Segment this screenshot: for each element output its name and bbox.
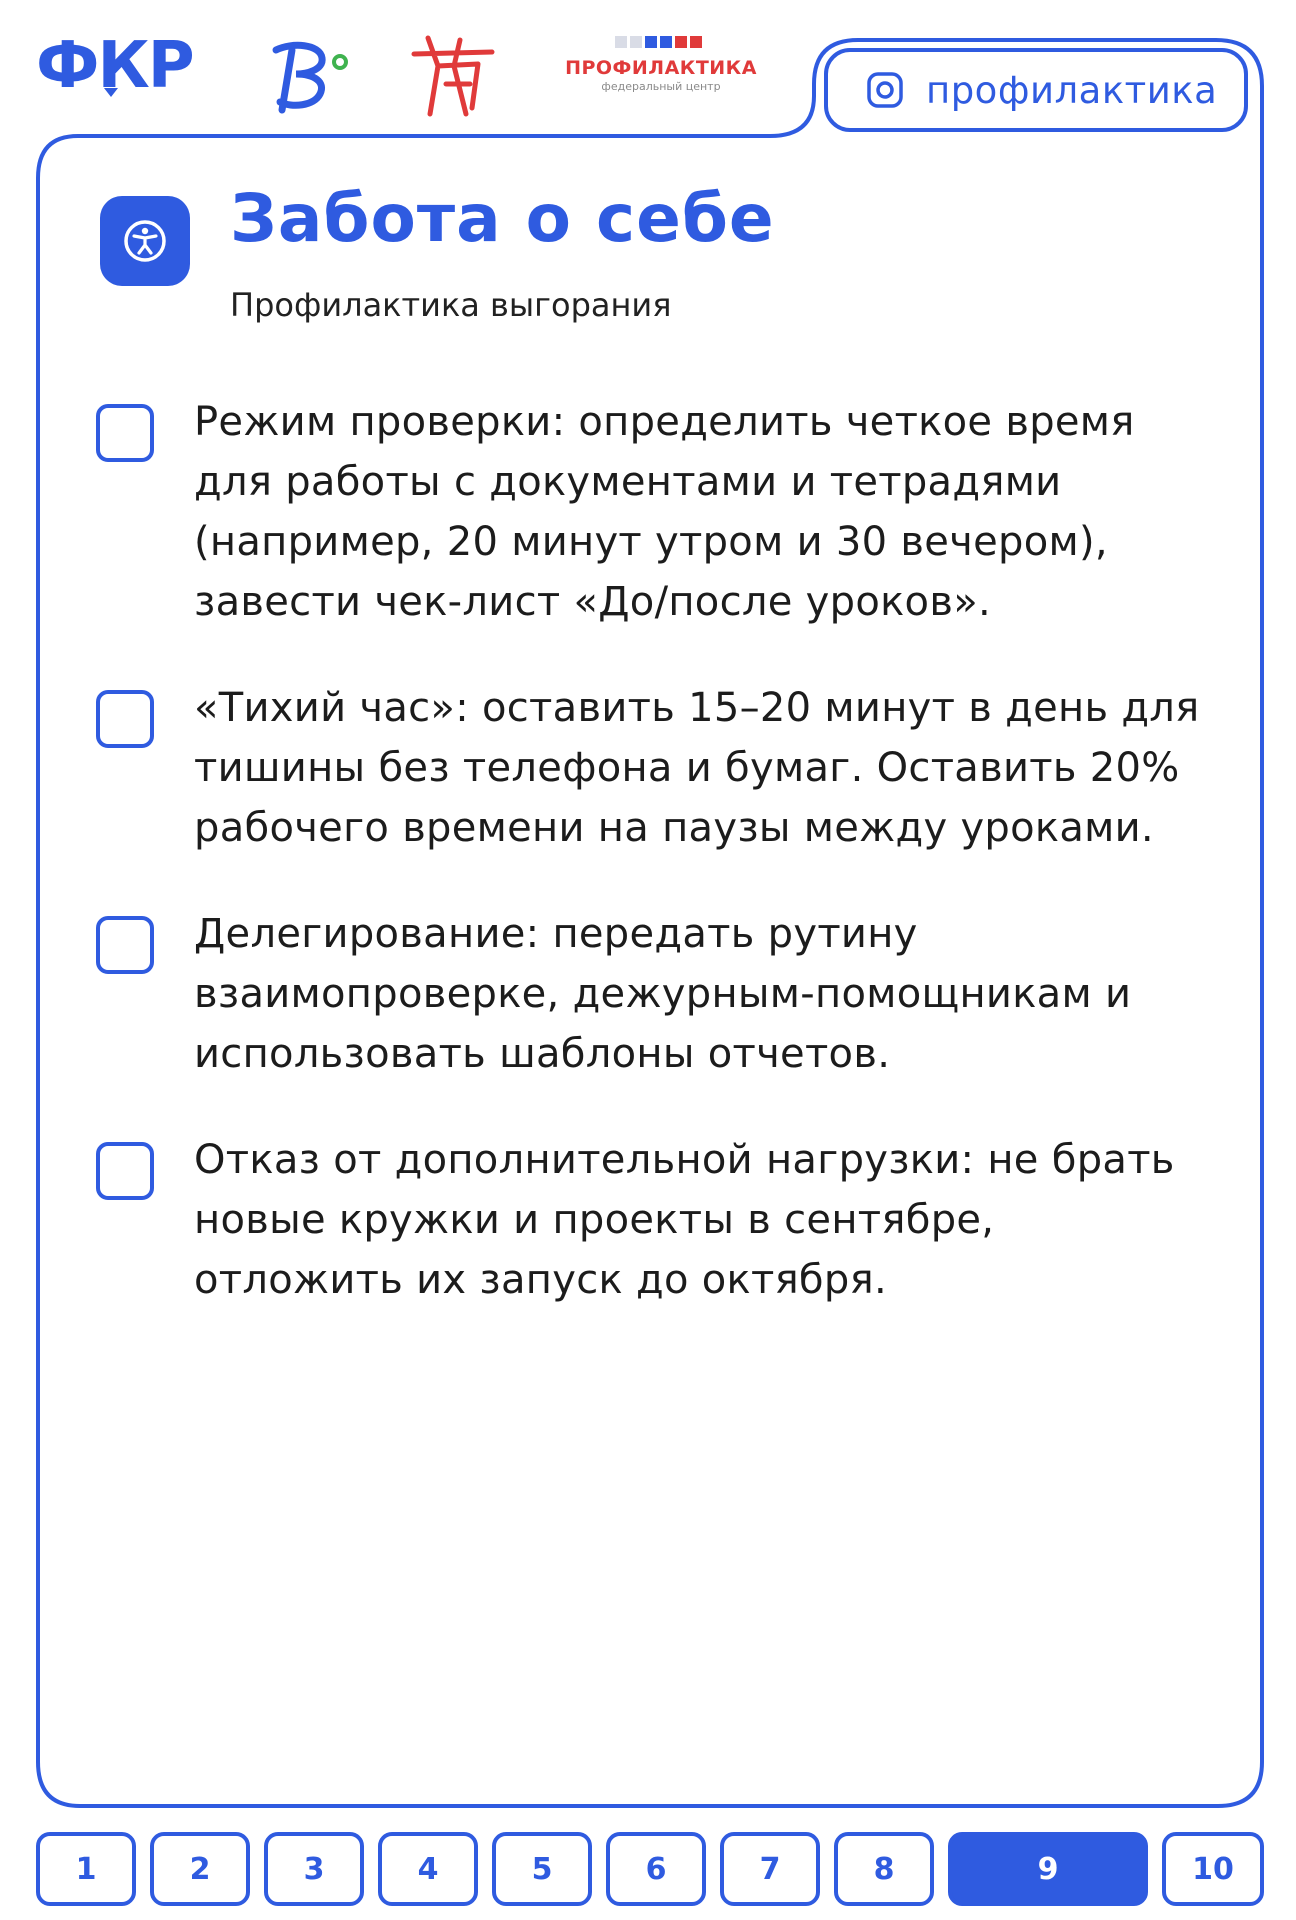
page-button-6[interactable]: 6: [606, 1832, 706, 1906]
checklist-item: [96, 678, 1216, 858]
fkr-logo: ФКР: [36, 29, 193, 103]
accessibility-icon-glyph: [122, 218, 168, 264]
page-subtitle: Профилактика выгорания: [230, 286, 672, 324]
checkbox[interactable]: [96, 690, 154, 748]
checklist-item-text: Отказ от дополнительной нагрузки: не брать новые кружки и проекты в сентябре, отложить их запуск до октября.: [194, 1137, 1175, 1303]
checkbox[interactable]: [96, 916, 154, 974]
profilaktika-logo-name: ПРОФИЛАКТИКА: [565, 57, 757, 79]
checklist-item-text: Режим проверки: определить четкое время для работы с документами и тетрадями (например, 20 минут утром и 30 вечером), завести чек-лист «До/после уроков».: [194, 399, 1135, 625]
checklist-item: [96, 1130, 1216, 1310]
page-button-2[interactable]: 2: [150, 1832, 250, 1906]
checklist: [96, 392, 1216, 1356]
card-header: [100, 180, 1200, 330]
page-button-9-current[interactable]: 9: [948, 1832, 1148, 1906]
checklist-item: [96, 904, 1216, 1084]
pagination: [36, 1832, 1264, 1906]
checkbox[interactable]: [96, 404, 154, 462]
page-button-10[interactable]: 10: [1162, 1832, 1264, 1906]
page-button-3[interactable]: 3: [264, 1832, 364, 1906]
checklist-item: [96, 392, 1216, 632]
page-button-5[interactable]: 5: [492, 1832, 592, 1906]
social-handle-label: профилактика: [926, 68, 1218, 112]
page-button-4[interactable]: 4: [378, 1832, 478, 1906]
page-title: Забота о себе: [230, 180, 775, 257]
checkbox[interactable]: [96, 1142, 154, 1200]
page-button-1[interactable]: 1: [36, 1832, 136, 1906]
page-button-8[interactable]: 8: [834, 1832, 934, 1906]
page-button-7[interactable]: 7: [720, 1832, 820, 1906]
profilaktika-logo-subtitle: федеральный центр: [601, 80, 721, 93]
checklist-item-text: Делегирование: передать рутину взаимопроверке, дежурным-помощникам и использовать шаблоны отчетов.: [194, 911, 1132, 1077]
accessibility-icon: [100, 196, 190, 286]
social-handle-pill[interactable]: [824, 48, 1248, 132]
checklist-item-text: «Тихий час»: оставить 15–20 минут в день для тишины без телефона и бумаг. Оставить 20% рабочего времени на паузы между уроками.: [194, 685, 1200, 851]
instagram-icon: [866, 71, 904, 109]
